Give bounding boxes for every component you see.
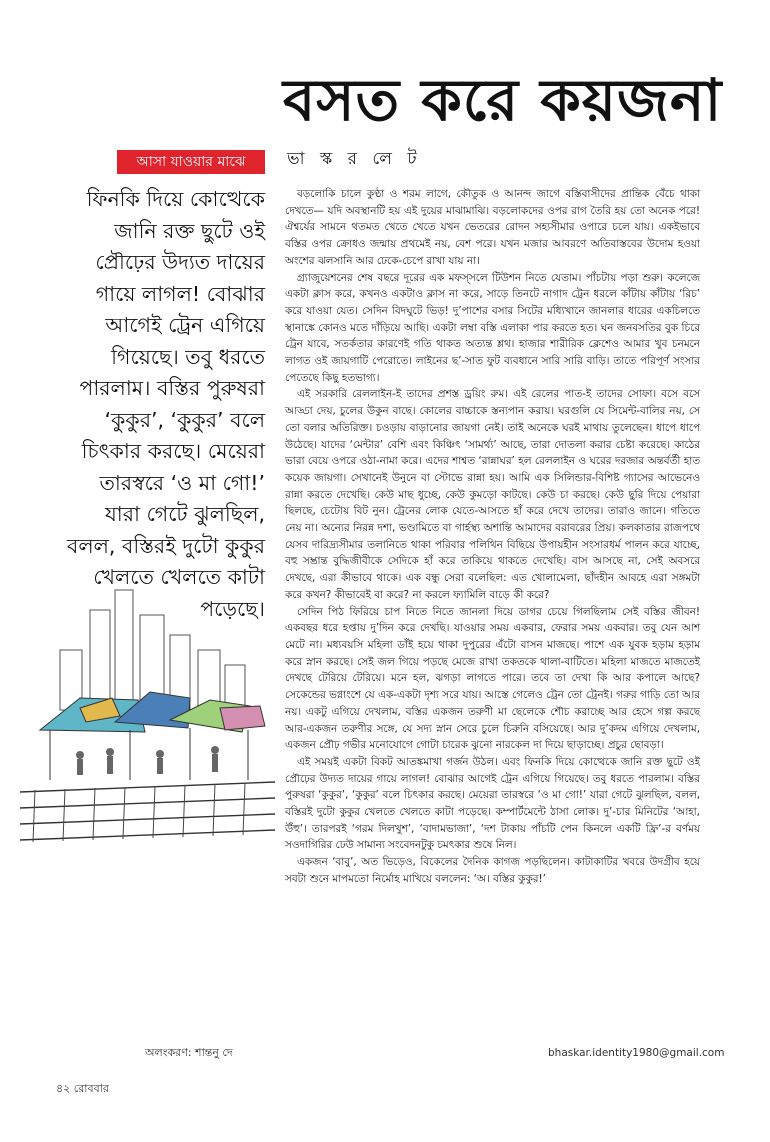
- slum-illustration: [20, 580, 275, 845]
- paragraph: গ্র্যাজুয়েশনের শেষ বছরে দূরের এক মফস্সলে টিউশন নিতে যেতাম। পাঁচটায় পড়া শুরু। কলেজে একটা ক্লাস করে, কখনও একটাও ক্লাস না করে, সাড়ে তিনটে নাগাদ ট্রেন ধরলে কাঁটায় কাঁটায় ‘রিচ’ করে যাওয়া যেত। সেদিন বিদঘুটে ভিড়! দু’পাশের বসার সিটের মধ্যিখানে জানলার ধারের একচিলতে স্থানাঙ্কে কোনও মতে দাঁড়িয়ে আছি। একটা লম্বা বস্তি এলাকা পার করতে হত। ঘন জনবসতির বুক চিরে ট্রেন যাবে, সতর্কতার কারণেই গতি থাকত অত্যন্ত শ্লথ। হাজার শারীরিক ক্লেশেও আমার খুব চনমনে লাগত ওই জায়গাটি পেরোতে। লাইনের ছ’-সাত ফুট ব্যবধানে সারি সারি বাড়ি। তাতে পরিপূর্ণ সংসার পেতেছে কিছু হতভাগ্য।: [285, 271, 700, 384]
- author-byline: ভা স্ক র লে ট: [287, 149, 422, 169]
- paragraph: বড়লোকি চালে কুণ্ঠা ও শরম লাগে, কৌতুক ও আনন্দ জাগে বস্তিবাসীদের প্রান্তিক বেঁচে থাকা দেখতে— যদি অবস্থানটি হয় এই দুয়ের মাঝামাঝি। বড়লোকদের ওপর রাগ তৈরি হয় তো অনেক পরে! ঐশ্বর্যের সামনে থতমত খেতে খেতে যখন ভেতরের রোদন সহ্যসীমার ওপারে চলে যায়। একইভাবে বস্তির ওপর ক্রোধও জন্মায় প্রথমেই নয়, বেশ পরে। যখন মজার আবরণে অতিবাস্তবের উদোম হওয়া অংশের ঝলসানি আর ঢেকে-চেপে রাখা যায় না।: [285, 188, 700, 267]
- section-label: আসা যাওয়ার মাঝে: [117, 150, 265, 174]
- author-email: bhaskar.identity1980@gmail.com: [548, 1047, 725, 1059]
- paragraph: এই সরকারি রেললাইন-ই তাদের প্রশস্ত ড্রয়িং রুম। এই রেলের পাত-ই তাদের সোফা। বসে বসে আড্ডা দেয়, চুলের উকুন বাছে। কোলের বাচ্চাকে স্তন্যপান করায়। ঘরগুলি যে সিমেন্ট-বালির নয়, সে তো বলার অতিরিক্ত। চওড়ায় বাড়ানোর জায়গা নেই। তাই অনেকে ঘরই মাথায় তুলেছেন। ধাপে ধাপে উঠেছে। যাদের ‘মেন্টার’ বেশি এবং কিঞ্চিৎ ‘সামর্থ্য’ আছে, তারা দোতলা করার চেষ্টা করেছে। কাঠের ভারা বেয়ে ওপরে ওঠা-নামা করে। এদের শাশ্বত ‘রান্নাঘর’ হল রেললাইন ও ঘরের দরজার অন্তর্বর্তী হাত কয়েক জায়গা। সেখানেই উনুনে বা স্টোভে রান্না হয়। আমি এক সিলিন্ডার-বিশিষ্ট গ্যাসের আভেনেও রান্না করতে দেখেছি। কেউ মাছ ধুচ্ছে, কেউ কুমড়ো কাটছে। কেউ চা করছে। কেউ ছুরি দিয়ে পেয়ারা ছিলছে, চেটোয় বিট নুন। ট্রেনের লোক যেতে-আসতে হাঁ করে দেখে তাদের। তারাও জানে। গতিতে নেয় না। অন্যের নিরন্ন দশা, ভণ্ডামিতে বা গার্হস্থ্য অশান্তি আমাদের বরাবরের প্রিয়। কলকাতার রাজপথে যেসব দারিদ্র্যসীমার তলানিতে থাকা পরিবার পলিথিন বিছিয়ে উপায়হীন সংসারধর্ম পালন করে যাচ্ছে, বহু সম্ভ্রান্ত বুদ্ধিজীবীকে সেদিকে হাঁ করে তাকিয়ে থাকতে দেখেছি। বাস আসছে না, সেই অবসরে দেখছে, এরা কীভাবে থাকে। এক বন্ধু সেরা বলেছিল: এত খোলামেলা, ছাঁদহীন আবহে এরা সঙ্গমটা করে কখন? কীভাবেই বা করে? না করলে ফ্যামিলি বাড়ে কী করে?: [285, 388, 700, 601]
- pull-quote: ফিনকি দিয়ে কোত্থেকে জানি রক্ত ছুটে ওই প্রৌঢ়ের উদ্যত দায়ের গায়ে লাগল! বোঝার আগেই ট্রেন এগিয়ে গিয়েছে। তবু ধরতে পারলাম। বস্তির পুরুষরা ‘কুকুর’, ‘কুকুর’ বলে চিৎকার করছে। মেয়েরা তারস্বরে ‘ও মা গো!’ যারা গেটে ঝুলছিল, বলল, বস্তিরই দুটো কুকুর খেলতে খেলতে কাটা পড়েছে।: [66, 187, 265, 621]
- paragraph: একজন ‘বাবু’, অত ভিড়েও, বিকেলের দৈনিক কাগজ পড়ছিলেন। কাটাকাটির খবরে উদগ্রীব হয়ে সবটা শুনে মাপমতো নির্মোহ মাখিয়ে বললেন: ‘অ। বস্তির কুকুর!’: [285, 856, 700, 885]
- paragraph: এই সময়ই একটা বিকট আতঙ্কমাখা গর্জন উঠল। এবং ফিনকি দিয়ে কোত্থেকে জানি রক্ত ছুটে ওই প্রৌঢ়ের উদ্যত দায়ের গায়ে লাগল! বোঝার আগেই ট্রেন এগিয়ে গিয়েছে। তবু ধরতে পারলাম। বস্তির পুরুষরা ‘কুকুর’, ‘কুকুর’ বলে চিৎকার করছে। মেয়েরা তারস্বরে ‘ও মা গো!’ যারা গেটে ঝুলছিল, বলল, বস্তিরই দুটো কুকুর খেলতে খেলতে কাটা পড়েছে। কম্পার্টমেন্টে ঠাসা লোক। দু’-চার মিনিটের ‘আহা, উঁহু’। তারপরই ‘গরম দিলখুশ’, ‘বাদামভাজা’, ‘দশ টাকায় পাঁচটি পেন কিনলে একটি ফ্রি’-র বর্ণময় সওদাগিরির ঢেউ সামান্য সংবেদনটুকু চমৎকার শুষে নিল।: [285, 755, 700, 852]
- paragraph: সেদিন পিঠ ফিরিয়ে চাপ নিতে নিতে জানলা দিয়ে ডাগর চেয়ে গিলছিলাম সেই বস্তির জীবন! একবছর ধরে হপ্তায় দু’দিন করে দেখছি। যাওয়ার সময় একবার, ফেরার সময় একবার। তবু যেন আশ মেটে না। মধ্যবয়সি মহিলা ডাঁই হয়ে থাকা দুপুরের এঁটো বাসন মাজছে। পাশে এক যুবক হড়াম হড়াম করে স্নান করছে। সেই জল গিয়ে পড়ছে মেজে রাখা তকতকে থালা-বাটিতে। মহিলা মাজতে মাজতেই দেখছে টেরিয়ে টেরিয়ে। মনে হল, ঝগড়া লাগতে পারে। তবে তা দেখা কি আর কপালে আছে? সেকেন্ডের ভগ্নাংশে যে এক-একটা দৃশ্য সরে যায়। আস্তে গেলেও ট্রেন তো ট্রেনই। গরুর গাড়ি তো আর নয়। একটু এগিয়ে দেখলাম, বস্তির একজন তরুণী মা ছেলেকে শৌচ করাচ্ছে আর হেসে গল্প করছে আর-একজন তরুণীর সঙ্গে, যে সদ্য স্নান সেরে চুলে চিরুনি বসিয়েছে। আর দু’কদম এগিয়ে দেখলাম, একজন প্রৌঢ় গভীর মনোযোগে গোটা চারেক ঝুনো নারকেল দা দিয়ে ছাড়াচ্ছে। প্রচুর ছোবড়া।: [285, 605, 700, 752]
- article-body: [285, 186, 700, 888]
- illustration-credit: অলংকরণ: শান্তনু দে: [145, 1046, 233, 1059]
- page-footer: ৪২ রোববার: [56, 1082, 109, 1095]
- article-title: বসত করে কয়জনা: [283, 66, 723, 134]
